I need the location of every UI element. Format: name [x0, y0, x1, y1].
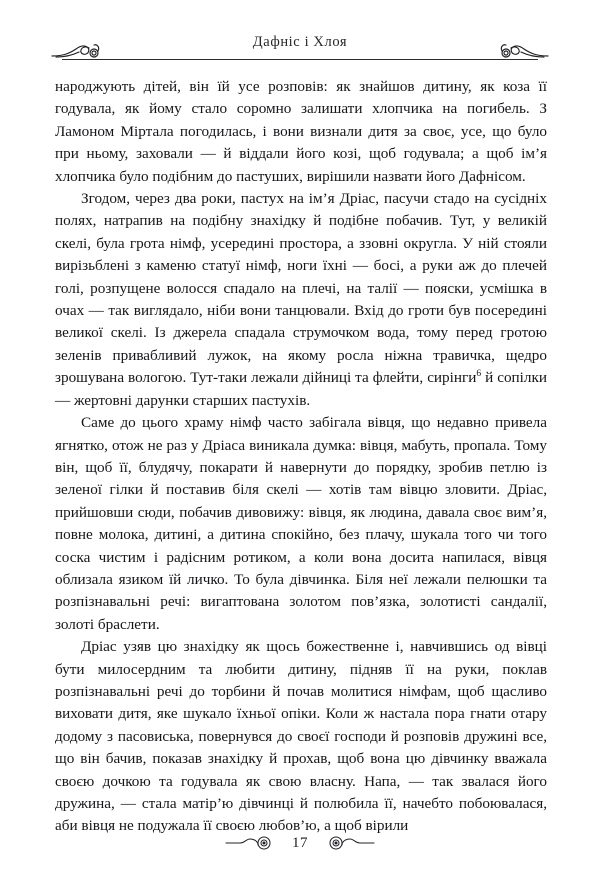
paragraph: народжують дітей, він їй усе розповів: як знайшов дитину, як коза її годувала, як йому стало соромно залишати хлопчика на погибель. З Ламоном Міртала погодилась, і вони визнали дитя за своє, усе, що було при ньому, заховали — й віддали його козі, щоб годувала; а щоб ім’я хлопчика було подібним до пастуших, вирішили назвати його Дафнісом.: [55, 78, 547, 185]
paragraph: Саме до цього храму німф часто забігала вівця, що недавно привела ягнятко, отож не раз у Дріаса виникала думка: вівця, мабуть, пропала. Тому він, щоб її, блудячу, покарати й навернути до порядку, зробив петлю із зеленої гілки й поставив біля скелі — хотів там вівцю зловити. Дріас, прийшовши сюди, побачив дивовижу: вівця, як людина, давала своє вим’я, повне молока, дитині, а дитина спокійно, без плачу, шукала того чи того соска чистим і радісним ротиком, а коли вона досита напилася, вівця облизала язиком їй личко. То була дівчинка. Біля неї лежали пелюшки та розпізнавальні речі: вигаптована золотом пов’язка, золотисті сандалії, золоті браслети.: [55, 414, 547, 633]
page-footer: [0, 828, 600, 858]
spiral-ornament-icon: [224, 835, 278, 851]
paragraph-text-after-footnote: й сопілки — жертовні дарунки старших пастухів.: [55, 369, 547, 409]
page-body: [55, 76, 547, 838]
page-number: 17: [292, 834, 308, 851]
paragraph: Дріас узяв цю знахідку як щось божественне і, навчившись од вівці бути милосердним та любити дитину, підняв її на руки, поклав розпізнавальні речі до торбини й почав молитися німфам, щоб щасливо виховати дитя, яке шукало їхньої опіки. Коли ж настала пора гнати отару додому з пасовиська, повернувся до своєї господи й розповів дружині все, що він бачив, показав знахідку й прохав, щоб вона цю дівчинку вважала своєю дочкою та годувала як свою власну. Напа, — так звалася його дружина, — стала матір’ю дівчинці й полюбила її, начебто побоювалася, аби вівця не подужала її своєю любов’ю, а щоб вірили: [55, 638, 547, 835]
spiral-ornament-mirrored-icon: [322, 835, 376, 851]
header-divider: [62, 59, 538, 60]
flourish-ornament-mirrored-icon: [484, 40, 550, 62]
paragraph: [55, 188, 547, 412]
running-header: [55, 34, 545, 68]
flourish-ornament-icon: [50, 40, 116, 62]
page-title: Дафніс і Хлоя: [252, 34, 348, 50]
footnote-marker[interactable]: 6: [476, 369, 482, 380]
paragraph-text-before-footnote: Згодом, через два роки, пастух на ім’я Дріас, пасучи стадо на сусідніх полях, натрапив на подібну знахідку й подібне побачив. Тут, у великій скелі, була грота німф, усередині простора, а ззовні округла. У ній стояли вирізьблені з каменю статуї німф, ноги їхні — босі, а руки аж до плечей голі, розпущене волосся спадало на плечі, на талії — пояски, усмішка в очах — так виглядало, ніби вони танцювали. Вхід до гроти був посередині великої скелі. Із джерела спадала струмочком вода, тому перед гротою зеленів привабливий лужок, на якому росла ніжна травичка, щедро зрошувана вологою. Тут-таки лежали дійниці та флейти, сирінги: [55, 190, 547, 387]
